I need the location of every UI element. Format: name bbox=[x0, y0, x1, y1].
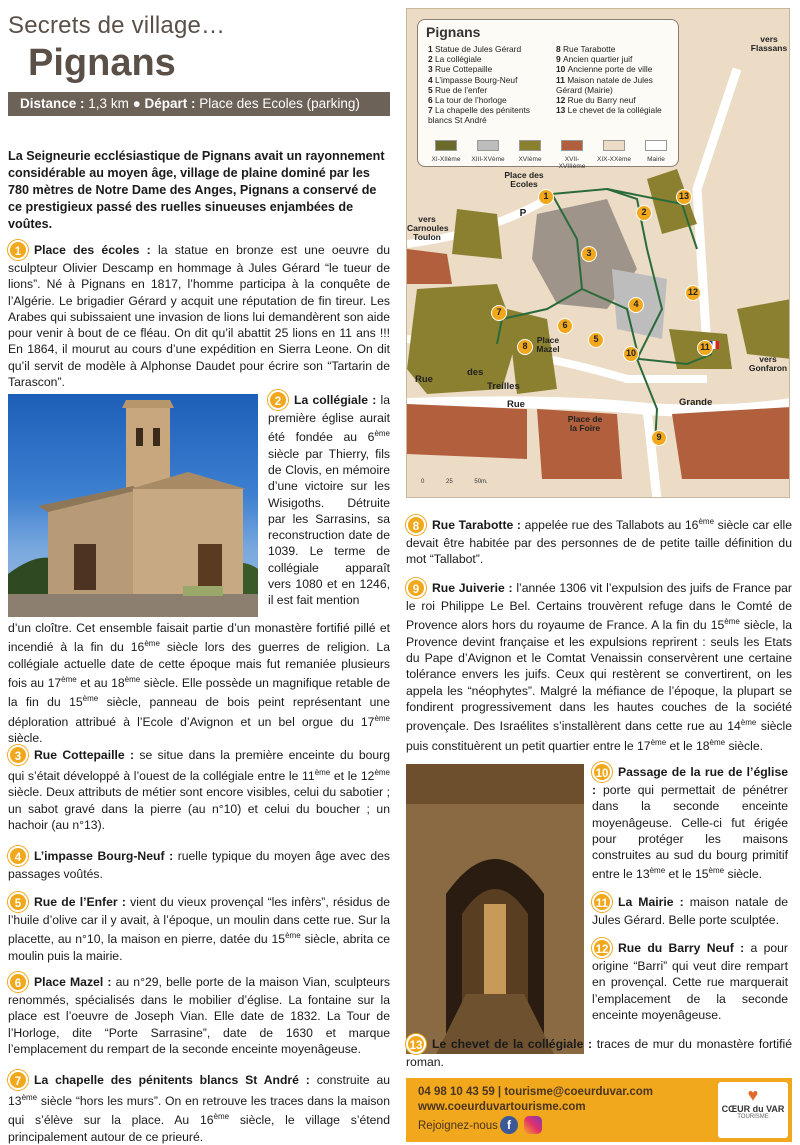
legend-entry bbox=[556, 75, 678, 95]
legend-entry bbox=[428, 105, 552, 125]
superscript: ème bbox=[82, 694, 99, 704]
section-2-right: 2 La collégiale : la première église aurait été fondée au 6ème siècle par Thierry, fils de Clovis, en mémoire d’une victoire sur les Wisigoths. Détruite par les Sarrasins, sa reconstruction date de 1039. Le terme de collégiale apparaît vers 1080 et en 1246, il est fait mention bbox=[268, 390, 390, 609]
legend-label: L’impasse Bourg-Neuf bbox=[435, 74, 518, 85]
legend-number: 1 bbox=[428, 44, 435, 54]
superscript: ème bbox=[61, 674, 77, 684]
superscript: ème bbox=[124, 674, 141, 684]
legend-label: La chapelle des pénitents blancs St André bbox=[428, 105, 530, 126]
section-text: siècle, abrita ce moulin puis la mairie. bbox=[8, 932, 390, 963]
swatch-label: XIX-XXème bbox=[597, 156, 631, 163]
legend-number: 5 bbox=[428, 84, 435, 95]
section-title: La collégiale : bbox=[294, 393, 377, 407]
superscript: ème bbox=[374, 429, 390, 439]
superscript: ème bbox=[708, 866, 725, 876]
section-text: la première église aurait été fondée au 6 bbox=[268, 393, 391, 445]
legend-number: 4 bbox=[428, 74, 435, 85]
section-text: siècle, le village s’étend principalement autour de ce prieuré. bbox=[8, 1113, 390, 1144]
legend-swatch bbox=[468, 138, 508, 163]
legend-label: Rue de l’enfer bbox=[435, 84, 488, 95]
section-text: et le 18 bbox=[666, 738, 710, 753]
map-marker-11: 11 bbox=[697, 340, 713, 356]
legend-number: 7 bbox=[428, 105, 435, 116]
legend-number: 13 bbox=[556, 105, 568, 116]
superscript: ème bbox=[740, 718, 757, 728]
section-text: construite au 13 bbox=[8, 1073, 390, 1109]
section-text: et le 15 bbox=[665, 867, 709, 882]
legend-number: 2 bbox=[428, 54, 435, 65]
map-scale bbox=[421, 479, 488, 485]
logo-sub: TOURISME bbox=[737, 1114, 769, 1120]
section-text: siècle, la Provence devint française et les expulsions reprirent : seuls les Etats du Pape d’Avignon et le Comtat Venaissin conservèrent une certaine tolérance envers les juifs. Ceux qui restèrent se convertirent, on les appela les “néophytes”. Malgré la méfiance de l’époque, la plupart se fondirent progressivement dans les hautes couches de la société provençale. Des Israélites s’installèrent dans cette rue au 14 bbox=[406, 618, 792, 734]
section-text: siècle puis constituèrent un petit quartier entre le 17 bbox=[406, 719, 793, 753]
number-badge: 2 bbox=[268, 390, 288, 410]
section-3 bbox=[8, 745, 390, 833]
section-text: ruelle typique du moyen âge avec des passages voûtés. bbox=[8, 849, 390, 881]
section-title: Rue Tarabotte : bbox=[432, 518, 521, 533]
village-map bbox=[406, 8, 790, 498]
passage-photo bbox=[406, 764, 584, 1054]
legend-entry bbox=[428, 95, 552, 105]
legend-entry bbox=[556, 54, 678, 64]
scale-25: 25 bbox=[446, 479, 453, 485]
page-title: Pignans bbox=[28, 42, 176, 84]
legend-entry bbox=[428, 54, 552, 64]
section-text: au n°29, belle porte de la maison Vian, sculpteurs renommés, spécialisés dans le mobilier d’église. La fontaine sur la place est l’oeuvre de Joseph Vian. Elle date de 1832. La Tour de l’Horloge, dite “Porte Sarrasine”, date de 1630 et marque l’emplacement du rempart de la seconde enceinte moyenâgeuse. bbox=[8, 975, 391, 1056]
label-grande-rue-2: Grande bbox=[679, 397, 713, 408]
legend-number: 12 bbox=[556, 95, 568, 106]
footer-social: Rejoignez-nous bbox=[418, 1120, 498, 1132]
section-title: Le chevet de la collégiale : bbox=[432, 1037, 593, 1051]
section-8 bbox=[406, 514, 792, 568]
map-marker-2: 2 bbox=[636, 205, 652, 221]
footer-contact[interactable]: 04 98 10 43 59 | tourisme@coeurduvar.com bbox=[418, 1086, 653, 1098]
facebook-icon[interactable]: f bbox=[500, 1116, 518, 1134]
section-4 bbox=[8, 846, 390, 882]
label-rue-treilles-1: Rue bbox=[415, 374, 433, 385]
map-marker-13: 13 bbox=[676, 189, 692, 205]
legend-col-right bbox=[556, 44, 678, 115]
label-carnoules: vers Carnoules Toulon bbox=[407, 214, 449, 242]
depart-value: Place des Ecoles (parking) bbox=[199, 96, 360, 111]
number-badge: 7 bbox=[8, 1070, 28, 1090]
label-rue-treilles-2: des bbox=[467, 367, 484, 378]
section-10 bbox=[592, 762, 788, 883]
section-text: la statue en bronze est une oeuvre du sculpteur Olivier Descamp en hommage à Jules Gérard “le tueur de lions”. Né à Pignans en 1817, l’homme participa à la conquête de l’Algérie. Le brigadier Gérard y acquit une réputation de fin tireur. Les Arabes qui subissaient une invasion de lions lui demandèrent son aide pour venir à bout de ce fléau. On dit qu’il abattit 25 lions en 11 ans !!! En 1864, il mourut au cours d’une expédition en Sierra Leone. On dit qu’il servit de modèle à Alphonse Daudet pour écrire son “Tartarin de Tarascon”. bbox=[8, 243, 390, 390]
map-marker-3: 3 bbox=[581, 246, 597, 262]
number-badge: 10 bbox=[592, 762, 612, 782]
legend-number: 8 bbox=[556, 44, 563, 54]
superscript: ème bbox=[649, 866, 666, 876]
instagram-icon[interactable] bbox=[524, 1116, 542, 1134]
legend-label: Rue Cottepaille bbox=[435, 64, 493, 75]
section-text: siècle, panneau de bois peint représentant une déploration attribué à l’Ecole d’Avignon et un bel orgue du 17 bbox=[8, 695, 390, 729]
section-text: siècle. Deux attributs de métier sont encore visibles, celui du sabotier ; un sabot gravé dans la pierre (au n°10) et celui du boucher ; un hachoir (au n°13). bbox=[8, 785, 390, 832]
legend-label: Rue du Barry neuf bbox=[567, 95, 636, 106]
section-title: La chapelle des pénitents blancs St André : bbox=[34, 1073, 310, 1087]
section-text: se situe dans la première enceinte du bourg qui s’était développé à l’ouest de la collégiale entre le 11 bbox=[8, 748, 391, 784]
legend-number: 3 bbox=[428, 64, 435, 75]
section-title: L’impasse Bourg-Neuf : bbox=[34, 849, 174, 863]
legend-entry bbox=[556, 95, 678, 105]
number-badge: 11 bbox=[592, 892, 612, 912]
section-text: appelée rue des Tallabots au 16 bbox=[524, 518, 699, 533]
legend-entry bbox=[556, 64, 678, 74]
swatch-color bbox=[645, 140, 667, 151]
map-marker-9: 9 bbox=[651, 430, 667, 446]
arch-illustration bbox=[406, 764, 584, 1054]
legend-label: Ancien quartier juif bbox=[563, 54, 633, 65]
number-badge: 8 bbox=[406, 515, 426, 535]
footer bbox=[406, 1078, 792, 1142]
legend-swatch bbox=[594, 138, 634, 163]
heart-icon: ♥ bbox=[747, 1085, 759, 1105]
section-text: siècle car elle devait être habitée par des personnes de de petite taille définition du mot “Tallabot”. bbox=[406, 518, 792, 567]
legend-number: 10 bbox=[556, 64, 568, 75]
superscript: ème bbox=[724, 617, 740, 627]
swatch-label: XI-XIIème bbox=[431, 156, 461, 163]
swatch-color bbox=[561, 140, 583, 151]
label-rue-treilles-3: Treilles bbox=[487, 381, 520, 392]
map-marker-12: 12 bbox=[685, 285, 701, 301]
legend-swatch bbox=[552, 138, 592, 170]
label-place-foire: Place de la Foire bbox=[567, 414, 603, 433]
map-legend bbox=[417, 19, 679, 170]
legend-entry bbox=[428, 75, 552, 85]
legend-label: Le chevet de la collégiale bbox=[567, 105, 662, 116]
legend-entry bbox=[428, 64, 552, 74]
swatch-color bbox=[519, 140, 541, 151]
section-text: traces de mur du monastère fortifié roman. bbox=[406, 1037, 793, 1069]
legend-swatch bbox=[510, 138, 550, 163]
depart-label: Départ : bbox=[144, 96, 196, 111]
section-13 bbox=[406, 1034, 792, 1070]
section-5 bbox=[8, 892, 390, 964]
swatch-color bbox=[435, 140, 457, 151]
section-title: Rue Cottepaille : bbox=[34, 748, 135, 762]
label-vers-gonfaron: vers Gonfaron bbox=[748, 354, 788, 373]
section-9 bbox=[406, 578, 792, 754]
number-badge: 1 bbox=[8, 240, 28, 260]
swatch-label: Mairie bbox=[647, 156, 665, 163]
number-badge: 4 bbox=[8, 846, 28, 866]
legend-label: La tour de l’horloge bbox=[435, 95, 507, 106]
map-marker-7: 7 bbox=[491, 305, 507, 321]
label-vers-flassans: vers Flassans bbox=[750, 34, 788, 53]
section-text: vient du vieux provençal “les infèrs”, résidus de l’huile d’olive car il y avait, à l’époque, un moulin dans cette rue. Sur la placette, au n°10, la maison en pierre, datée du 15 bbox=[8, 895, 391, 947]
section-2-bottom: d’un cloître. Cet ensemble faisait partie d’un monastère fortifié pillé et incendié à la fin du 16ème siècle lors des guerres de religion. La collégiale actuelle date de cette époque mais fut remaniée plusieurs fois au 17ème et au 18ème siècle. Elle possède un magnifique retable de la fin du 15ème siècle, panneau de bois peint représentant une déploration attribué à l’Ecole d’Avignon et un bel orgue du 17ème siècle. bbox=[8, 621, 390, 746]
section-text: maison natale de Jules Gérard. Belle porte sculptée. bbox=[592, 895, 789, 927]
legend-number: 6 bbox=[428, 95, 435, 106]
section-text: a pour origine “Barri” qui veut dire rempart en provençal. Cette rue marquerait l’emplacement de la seconde enceinte moyenâgeuse. bbox=[592, 941, 788, 1022]
label-place-mazel: Place Mazel bbox=[536, 335, 560, 354]
swatch-label: XVIème bbox=[518, 156, 542, 163]
legend-swatch bbox=[636, 138, 676, 163]
label-grande-rue-1: Rue bbox=[507, 399, 525, 410]
section-title: Rue de l’Enfer : bbox=[34, 895, 126, 909]
swatch-label: XIII-XVème bbox=[471, 156, 505, 163]
legend-col-left bbox=[428, 44, 552, 126]
superscript: ème bbox=[213, 1112, 230, 1122]
number-badge: 3 bbox=[8, 745, 28, 765]
superscript: ème bbox=[285, 931, 301, 941]
legend-label: Rue Tarabotte bbox=[563, 44, 616, 54]
scale-0: 0 bbox=[421, 479, 425, 485]
page-subtitle: Secrets de village… bbox=[8, 12, 226, 39]
section-title: Place Mazel : bbox=[34, 975, 112, 989]
section-text: siècle. bbox=[724, 867, 763, 882]
section-text: siècle “hors les murs”. On en retrouve les traces dans la maison qui s’élève sur la place. Au 16 bbox=[8, 1094, 390, 1128]
legend-entry bbox=[428, 44, 552, 54]
swatch-color bbox=[603, 140, 625, 151]
number-badge: 9 bbox=[406, 578, 426, 598]
swatch-color bbox=[477, 140, 499, 151]
section-11 bbox=[592, 892, 788, 928]
distance-label: Distance : bbox=[20, 96, 85, 111]
intro-text: La Seigneurie ecclésiastique de Pignans avait un rayonnement considérable au moyen âge, village de plaine dominé par les 780 mètres de Notre Dame des Anges, Pignans a conservé de ce prestigieux passé des ruelles sinueuses enjambées de voûtes. bbox=[8, 149, 385, 231]
legend-title: Pignans bbox=[426, 24, 481, 40]
church-illustration bbox=[8, 394, 258, 617]
section-text: siècle. bbox=[8, 731, 43, 746]
legend-number: 9 bbox=[556, 54, 563, 65]
scale-50: 50m. bbox=[474, 479, 488, 485]
section-title: Rue du Barry Neuf : bbox=[618, 941, 745, 955]
superscript: ème bbox=[21, 1093, 38, 1102]
legend-number: 11 bbox=[556, 74, 568, 85]
swatch-label: XVII-XVIIIème bbox=[558, 156, 586, 170]
section-text: porte qui permettait de pénétrer dans la seconde enceinte moyenâgeuse. Celle-ci fut érigée pour protéger les maisons construites au sud du bourg primitif entre le 13 bbox=[592, 783, 788, 882]
label-place-ecoles: Place des Ecoles bbox=[504, 170, 544, 189]
legend-entry bbox=[556, 44, 678, 54]
legend-swatches bbox=[426, 138, 676, 170]
section-text: et le 12 bbox=[330, 769, 375, 784]
section-text: siècle. bbox=[725, 738, 764, 753]
section-6 bbox=[8, 972, 390, 1057]
map-marker-1: 1 bbox=[538, 189, 554, 205]
map-marker-5: 5 bbox=[588, 332, 604, 348]
legend-label: Ancienne porte de ville bbox=[567, 64, 653, 75]
section-title: Rue Juiverie : bbox=[432, 581, 513, 595]
legend-label: Maison natale de Jules Gérard (Mairie) bbox=[556, 74, 653, 95]
number-badge: 5 bbox=[8, 892, 28, 912]
superscript: ème bbox=[650, 737, 667, 747]
number-badge: 6 bbox=[8, 972, 28, 992]
bullet-icon: ● bbox=[132, 96, 141, 111]
legend-label: Statue de Jules Gérard bbox=[435, 44, 522, 54]
logo-text: CŒUR du VAR bbox=[721, 1104, 785, 1114]
map-marker-8: 8 bbox=[517, 339, 533, 355]
map-marker-4: 4 bbox=[628, 297, 644, 313]
superscript: ème bbox=[698, 517, 715, 526]
superscript: ème bbox=[374, 768, 390, 777]
section-title: La Mairie : bbox=[618, 895, 684, 909]
section-title: Place des écoles : bbox=[34, 243, 151, 257]
section-7 bbox=[8, 1070, 390, 1145]
footer-website[interactable]: www.coeurduvartourisme.com bbox=[418, 1101, 586, 1113]
section-1 bbox=[8, 240, 390, 390]
distance-bar bbox=[8, 92, 390, 116]
legend-entry bbox=[556, 105, 678, 115]
superscript: ème bbox=[709, 737, 726, 747]
section-text: siècle. Elle possède un magnifique retable de la fin du 15 bbox=[8, 676, 390, 710]
legend-label: La collégiale bbox=[435, 54, 482, 65]
section-title: Passage de la rue de l’église : bbox=[592, 765, 788, 797]
map-marker-6: 6 bbox=[557, 318, 573, 334]
coeur-du-var-logo bbox=[718, 1082, 788, 1138]
distance-value: 1,3 km bbox=[88, 96, 129, 111]
section-text: et au 18 bbox=[76, 676, 125, 691]
number-badge: 12 bbox=[592, 938, 612, 958]
parking-icon: P bbox=[519, 208, 527, 219]
map-marker-10: 10 bbox=[623, 346, 639, 362]
superscript: ème bbox=[314, 768, 331, 777]
legend-entry bbox=[428, 85, 552, 95]
superscript: ème bbox=[144, 639, 160, 649]
collegiale-photo bbox=[8, 394, 258, 617]
superscript: ème bbox=[374, 713, 390, 723]
section-12 bbox=[592, 938, 788, 1023]
number-badge: 13 bbox=[406, 1034, 426, 1054]
section-text: l’année 1306 vit l’expulsion des juifs de France par le roi Philippe Le Bel. Certains trouvèrent refuge dans le Comté de Provence alors hors du royaume de France. A la fin du 15 bbox=[406, 581, 792, 633]
legend-swatch bbox=[426, 138, 466, 163]
